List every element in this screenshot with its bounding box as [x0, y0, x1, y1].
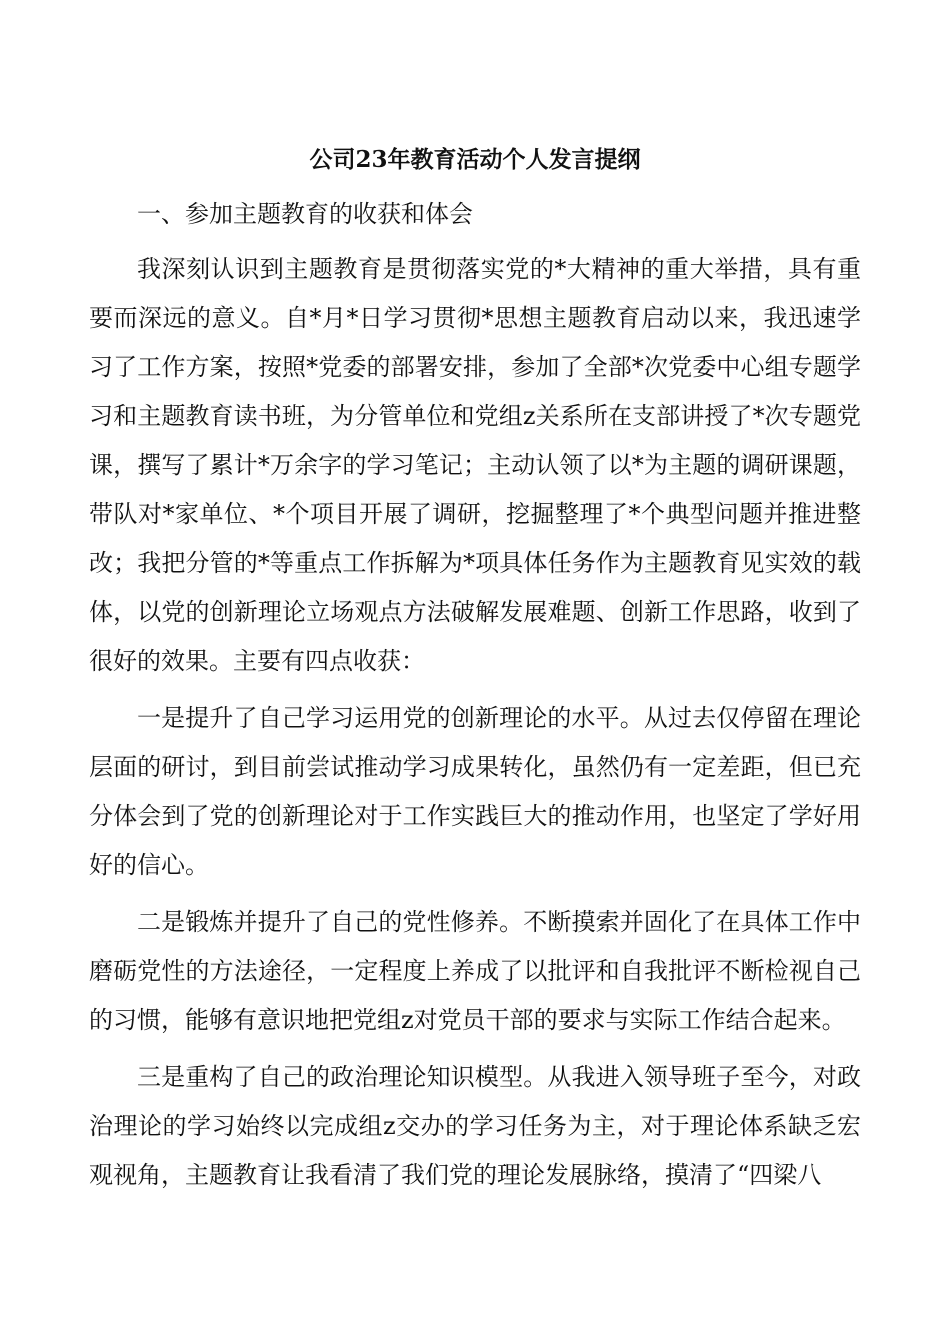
- document-body: [89, 135, 861, 1200]
- document-title: 公司23年教育活动个人发言提纲: [309, 146, 641, 173]
- spacer: [89, 890, 861, 898]
- paragraph-gain-1: 一是提升了自己学习运用党的创新理论的水平。从过去仅停留在理论层面的研讨，到目前尝试推动学习成果转化，虽然仍有一定差距，但已充分体会到了党的创新理论对于工作实践巨大的推动作用，也坚定了学好用好的信心。: [89, 704, 861, 879]
- section-heading: 一、参加主题教育的收获和体会: [137, 200, 473, 228]
- paragraph-gain-2: 二是锻炼并提升了自己的党性修养。不断摸索并固化了在具体工作中磨砺党性的方法途径，一定程度上养成了以批评和自我批评不断检视自己的习惯，能够有意识地把党组z对党员干部的要求与实际工作结合起来。: [89, 908, 861, 1034]
- spacer: [89, 686, 861, 694]
- spacer: [89, 1045, 861, 1053]
- paragraph-gain-3: 三是重构了自己的政治理论知识模型。从我进入领导班子至今，对政治理论的学习始终以完成组z交办的学习任务为主，对于理论体系缺乏宏观视角，主题教育让我看清了我们党的理论发展脉络，摸清了“四梁八: [89, 1063, 861, 1189]
- paragraph-intro: 我深刻认识到主题教育是贯彻落实党的*大精神的重大举措，具有重要而深远的意义。自*月*日学习贯彻*思想主题教育启动以来，我迅速学习了工作方案，按照*党委的部署安排，参加了全部*次党委中心组专题学习和主题教育读书班，为分管单位和党组z关系所在支部讲授了*次专题党课，撰写了累计*万余字的学习笔记；主动认领了以*为主题的调研课题，带队对*家单位、*个项目开展了调研，挖掘整理了*个典型问题并推进整改；我把分管的*等重点工作拆解为*项具体任务作为主题教育见实效的载体，以党的创新理论立场观点方法破解发展难题、创新工作思路，收到了很好的效果。主要有四点收获：: [89, 255, 861, 675]
